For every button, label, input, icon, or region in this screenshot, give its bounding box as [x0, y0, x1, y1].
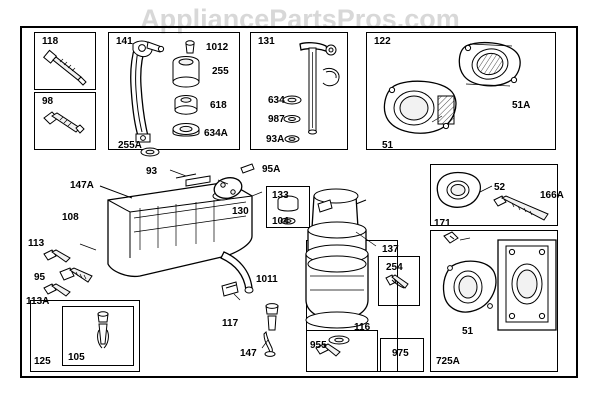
callout-255A: 255A [118, 140, 142, 151]
part-98-screw [44, 112, 84, 133]
callout-634A: 634A [204, 128, 228, 139]
callout-171: 171 [434, 218, 451, 229]
part-618 [175, 96, 197, 115]
callout-98: 98 [42, 96, 54, 107]
part-105-needle [98, 312, 109, 348]
part-725A-plate [443, 240, 556, 330]
part-634-washer [283, 96, 301, 104]
callout-95: 95 [34, 272, 46, 283]
callout-125: 125 [34, 356, 51, 367]
callout-133: 133 [272, 190, 289, 201]
part-171-nut [444, 232, 458, 243]
callout-130: 130 [232, 206, 249, 217]
callout-122: 122 [374, 36, 391, 47]
watermark-text: AppliancePartsPros.com [140, 4, 460, 34]
callout-95A: 95A [262, 164, 281, 175]
part-117 [222, 282, 238, 296]
part-95A-pin [241, 164, 254, 173]
callout-93: 93 [146, 166, 158, 177]
callout-104: 104 [272, 216, 289, 227]
callout-113A: 113A [26, 296, 50, 307]
part-93A-washer [285, 136, 299, 142]
callout-955: 955 [310, 340, 327, 351]
callout-113: 113 [28, 238, 45, 249]
part-131-clip [323, 68, 339, 85]
callout-118: 118 [42, 36, 59, 47]
callout-117: 117 [222, 318, 239, 329]
callout-725A: 725A [436, 356, 460, 367]
part-95-screw [60, 268, 92, 282]
part-141-lever [131, 41, 164, 142]
callout-105: 105 [68, 352, 85, 363]
callout-131: 131 [258, 36, 275, 47]
part-52-gasket [437, 173, 480, 208]
callout-51-lower-right: 51 [462, 326, 474, 337]
part-254-spring [386, 275, 408, 288]
callout-254: 254 [386, 262, 403, 273]
part-116-washer [329, 336, 349, 344]
callout-255: 255 [212, 66, 229, 77]
part-1012 [186, 41, 194, 53]
part-147-plug [264, 304, 278, 357]
callout-634: 634 [268, 95, 285, 106]
callout-975: 975 [392, 348, 409, 359]
callout-93A: 93A [266, 134, 285, 145]
callout-141: 141 [116, 36, 133, 47]
part-634A [173, 124, 199, 137]
callout-137: 137 [382, 244, 399, 255]
callout-147: 147 [240, 348, 257, 359]
callout-166A: 166A [540, 190, 564, 201]
callout-1011: 1011 [256, 274, 278, 285]
part-113A-screw [44, 284, 70, 296]
callout-987: 987 [268, 114, 285, 125]
callout-51A: 51A [512, 100, 531, 111]
callout-108: 108 [62, 212, 79, 223]
part-131-shaft [300, 43, 336, 134]
part-987-washer [284, 116, 300, 123]
callout-116: 116 [354, 322, 371, 333]
leader-147A [100, 186, 132, 198]
part-137-bowl-assembly [306, 189, 368, 328]
callout-618: 618 [210, 100, 227, 111]
part-255 [173, 57, 199, 88]
part-113-screw [44, 250, 70, 262]
part-51A-gasket [459, 43, 520, 86]
callout-52: 52 [494, 182, 506, 193]
part-255A [141, 148, 159, 156]
callout-147A: 147A [70, 180, 94, 191]
callout-51-lower-left: 51 [382, 140, 394, 151]
part-51-gasket [384, 81, 456, 133]
callout-1012: 1012 [206, 42, 229, 53]
part-118-screw [44, 50, 86, 85]
